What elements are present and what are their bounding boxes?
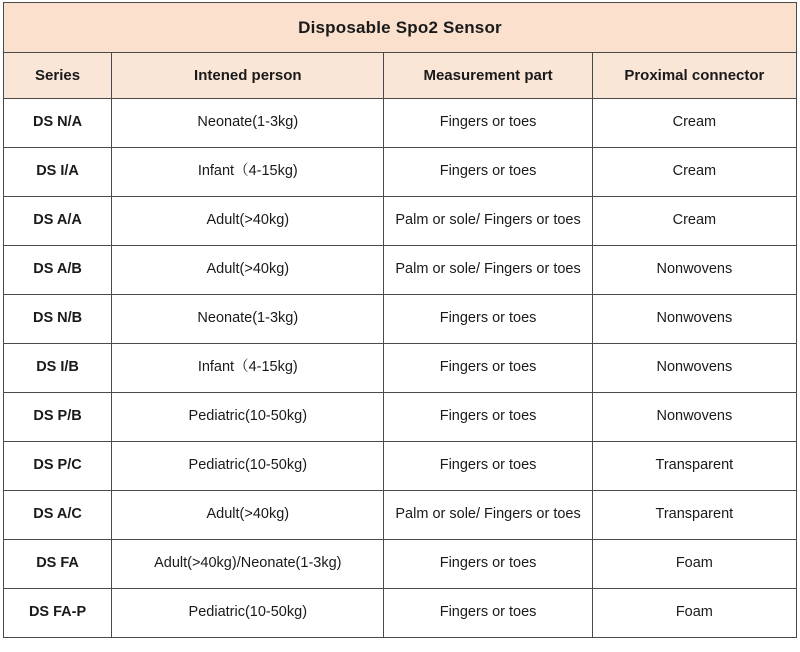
cell-part: Fingers or toes [384,540,592,589]
cell-part: Fingers or toes [384,589,592,638]
cell-person: Neonate(1-3kg) [112,99,384,148]
table-row [4,393,797,442]
cell-part: Fingers or toes [384,148,592,197]
cell-series: DS N/A [4,99,112,148]
cell-part: Fingers or toes [384,295,592,344]
cell-connector: Nonwovens [592,295,796,344]
cell-part: Fingers or toes [384,99,592,148]
cell-person: Adult(>40kg) [112,197,384,246]
table-title: Disposable Spo2 Sensor [4,3,797,53]
table-row [4,589,797,638]
cell-person: Infant（4-15kg) [112,344,384,393]
cell-connector: Nonwovens [592,344,796,393]
column-header-measurement-part: Measurement part [384,53,592,99]
cell-person: Pediatric(10-50kg) [112,442,384,491]
cell-connector: Foam [592,540,796,589]
cell-series: DS A/B [4,246,112,295]
cell-person: Adult(>40kg)/Neonate(1-3kg) [112,540,384,589]
cell-part: Palm or sole/ Fingers or toes [384,197,592,246]
table-row [4,246,797,295]
table-row [4,99,797,148]
cell-series: DS I/A [4,148,112,197]
cell-connector: Transparent [592,491,796,540]
cell-series: DS N/B [4,295,112,344]
cell-person: Neonate(1-3kg) [112,295,384,344]
cell-series: DS P/B [4,393,112,442]
cell-series: DS FA [4,540,112,589]
cell-part: Fingers or toes [384,344,592,393]
cell-series: DS I/B [4,344,112,393]
cell-person: Infant（4-15kg) [112,148,384,197]
table-row [4,540,797,589]
cell-connector: Cream [592,197,796,246]
column-header-proximal-connector: Proximal connector [592,53,796,99]
column-header-intened-person: Intened person [112,53,384,99]
cell-series: DS A/C [4,491,112,540]
cell-connector: Cream [592,99,796,148]
cell-connector: Transparent [592,442,796,491]
table-row [4,344,797,393]
cell-part: Fingers or toes [384,442,592,491]
table-row [4,197,797,246]
cell-part: Palm or sole/ Fingers or toes [384,491,592,540]
cell-connector: Nonwovens [592,393,796,442]
table-header-row [4,53,797,99]
spo2-sensor-spec-table [3,2,797,638]
table-row [4,491,797,540]
cell-person: Adult(>40kg) [112,246,384,295]
table-row [4,148,797,197]
cell-connector: Foam [592,589,796,638]
cell-series: DS FA-P [4,589,112,638]
cell-person: Pediatric(10-50kg) [112,393,384,442]
column-header-series: Series [4,53,112,99]
cell-person: Pediatric(10-50kg) [112,589,384,638]
table-row [4,295,797,344]
table-title-row [4,3,797,53]
document-sheet [0,2,800,652]
table-row [4,442,797,491]
cell-connector: Nonwovens [592,246,796,295]
cell-person: Adult(>40kg) [112,491,384,540]
cell-part: Fingers or toes [384,393,592,442]
cell-series: DS A/A [4,197,112,246]
cell-connector: Cream [592,148,796,197]
cell-series: DS P/C [4,442,112,491]
cell-part: Palm or sole/ Fingers or toes [384,246,592,295]
